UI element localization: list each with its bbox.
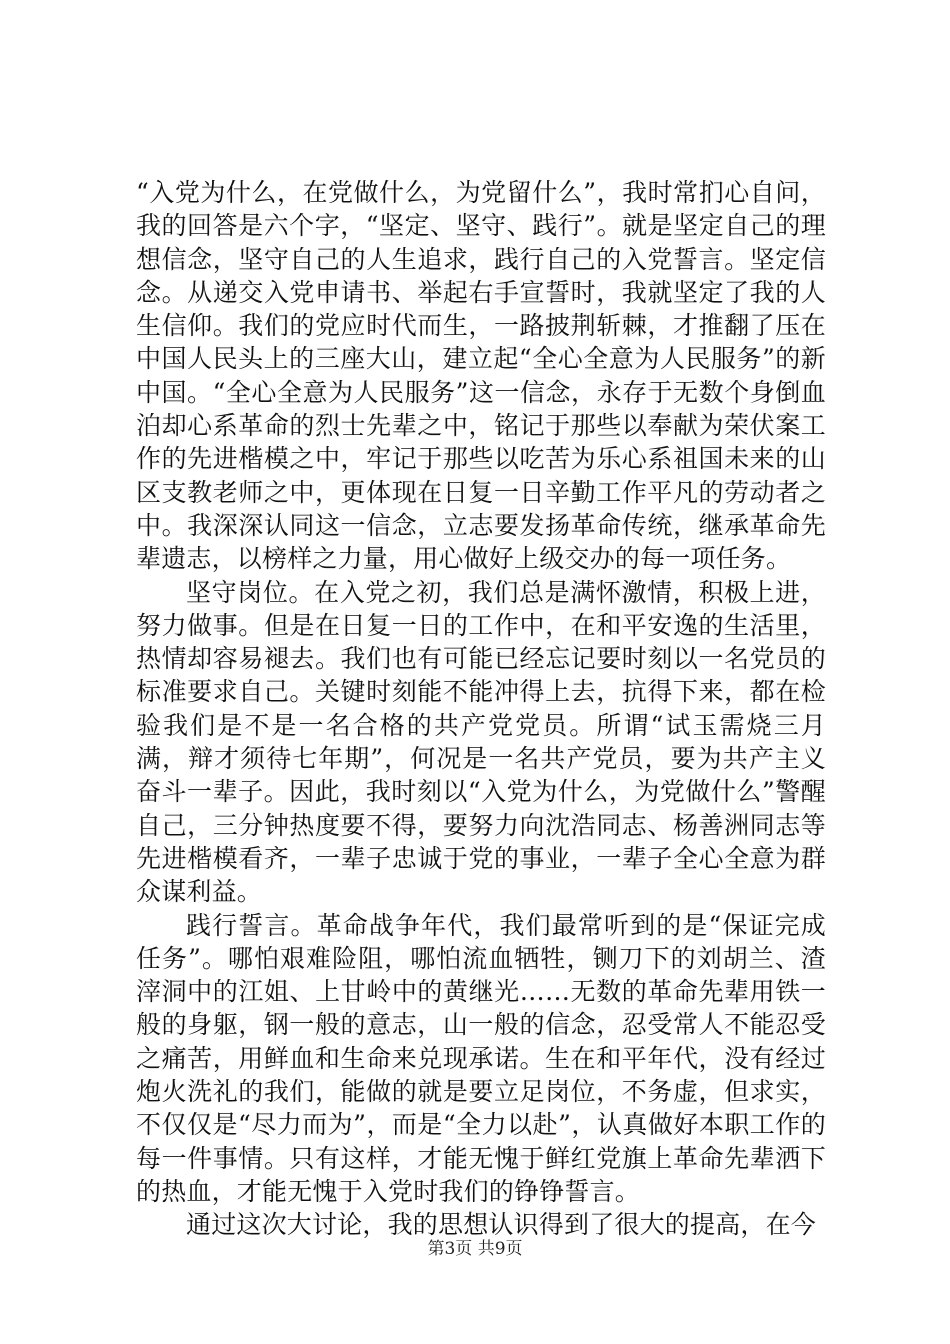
paragraph-2: 坚守岗位。在入党之初，我们总是满怀激情，积极上进，努力做事。但是在日复一日的工作中，在和平安逸的生活里，热情却容易褪去。我们也有可能已经忘记要时刻以一名党员的标准要求自己。关键时刻能不能冲得上去，抗得下来，都在检验我们是不是一名合格的共产党党员。所谓“试玉需烧三月满，辩才须待七年期”，何况是一名共产党员，要为共产主义奋斗一辈子。因此，我时刻以“入党为什么，为党做什么”警醒自己，三分钟热度要不得，要努力向沈浩同志、杨善洲同志等先进楷模看齐，一辈子忠诚于党的事业，一辈子全心全意为群众谋利益。	[136, 577, 826, 907]
paragraph-4: 通过这次大讨论，我的思想认识得到了很大的提高，在今	[186, 1210, 817, 1240]
page-footer: 第3页 共9页	[427, 1239, 523, 1259]
paragraph-1: “入党为什么，在党做什么，为党留什么”，我时常扪心自问，我的回答是六个字，“坚定、坚守、践行”。就是坚定自己的理想信念，坚守自己的人生追求，践行自己的入党誓言。坚定信念。从递交入党申请书、举起右手宣誓时，我就坚定了我的人生信仰。我们的党应时代而生，一路披荆斩棘，才推翻了压在中国人民头上的三座大山，建立起“全心全意为人民服务”的新中国。“全心全意为人民服务”这一信念，永存于无数个身倒血泊却心系革命的烈士先辈之中，铭记于那些以奉献为荣伏案工作的先进楷模之中，牢记于那些以吃苦为乐心系祖国未来的山区支教老师之中，更体现在日复一日辛勤工作平凡的劳动者之中。我深深认同这一信念，立志要发扬革命传统，继承革命先辈遗志，以榜样之力量，用心做好上级交办的每一项任务。	[136, 178, 826, 574]
document-body	[136, 176, 826, 1242]
paragraph-3: 践行誓言。革命战争年代，我们最常听到的是“保证完成任务”。哪怕艰难险阻，哪怕流血牺牲，铡刀下的刘胡兰、渣滓洞中的江姐、上甘岭中的黄继光……无数的革命先辈用铁一般的身躯，钢一般的意志，山一般的信念，忍受常人不能忍受之痛苦，用鲜血和生命来兑现承诺。生在和平年代，没有经过炮火洗礼的我们，能做的就是要立足岗位，不务虚，但求实，不仅仅是“尽力而为”，而是“全力以赴”，认真做好本职工作的每一件事情。只有这样，才能无愧于鲜红党旗上革命先辈洒下的热血，才能无愧于入党时我们的铮铮誓言。	[136, 910, 826, 1206]
